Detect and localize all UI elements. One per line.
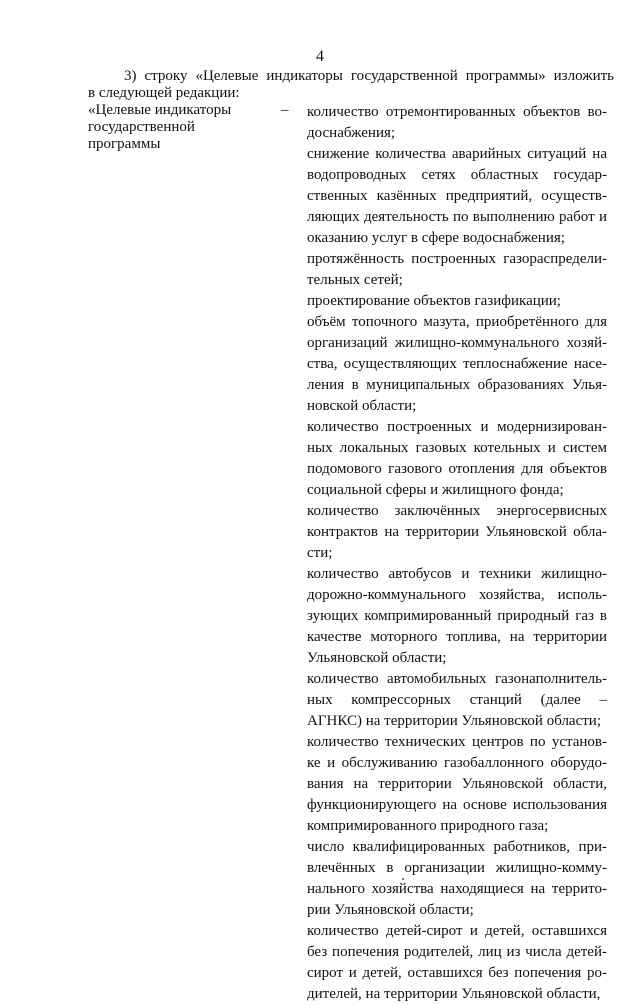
indicator-item-line: количество детей-сирот и детей, оставшихся — [307, 923, 607, 939]
indicator-item-line: сирот и детей, оставшихся без попечения ро- — [307, 965, 607, 981]
indicator-item-line: дителей, на территории Ульяновской области, — [307, 986, 601, 1002]
indicator-item-line: сти; — [307, 545, 333, 561]
page-number: 4 — [316, 48, 324, 65]
indicator-item — [307, 249, 607, 291]
intro-line-1: 3) строку «Целевые индикаторы государственной программы» изложить — [124, 68, 614, 84]
indicator-item-line: количество построенных и модернизирован- — [307, 419, 607, 435]
indicator-label — [88, 102, 258, 153]
indicator-label-line: программы — [88, 136, 161, 152]
indicator-item-line: рии Ульяновской области; — [307, 902, 474, 918]
indicator-item-line: АГНКС) на территории Ульяновской области; — [307, 713, 602, 729]
indicator-item-line: функционирующего на основе использования — [307, 797, 607, 813]
separator-dash: – — [281, 102, 289, 118]
indicator-item-line: количество автомобильных газонаполнитель- — [307, 671, 607, 687]
indicator-item — [307, 291, 607, 312]
indicator-item-line: доснабжения; — [307, 125, 396, 141]
indicator-item-line: ных локальных газовых котельных и систем — [307, 440, 607, 456]
indicator-item-line: оказанию услуг в сфере водоснабжения; — [307, 230, 565, 246]
indicator-item-line: зующих компримированный природный газ в — [307, 608, 607, 624]
indicator-item-line: подомового газового отопления для объектов — [307, 461, 607, 477]
indicator-item-line: количество автобусов и техники жилищно- — [307, 566, 607, 582]
indicator-item-line: снижение количества аварийных ситуаций на — [307, 146, 607, 162]
indicator-item — [307, 144, 607, 249]
indicator-item-line: контрактов на территории Ульяновской обла- — [307, 524, 607, 540]
indicator-item-line: нального хозяйства находящиеся на террито- — [307, 881, 607, 897]
indicator-item-line: количество отремонтированных объектов во- — [307, 104, 607, 120]
indicator-item-line: ляющих деятельность по выполнению работ и — [307, 209, 607, 225]
indicator-item-line: объём топочного мазута, приобретённого для — [307, 314, 607, 330]
indicator-item-line: новской области; — [307, 398, 417, 414]
indicator-item-line: вания на территории Ульяновской области, — [307, 776, 607, 792]
intro-line-2: в следующей редакции: — [88, 85, 240, 101]
scan-speck — [402, 878, 404, 880]
indicator-item-line: дорожно-коммунального хозяйства, исполь- — [307, 587, 607, 603]
indicator-item-line: количество технических центров по установ- — [307, 734, 607, 750]
indicator-label-line: «Целевые индикаторы — [88, 102, 232, 118]
indicator-item-line: ственных казённых предприятий, осуществ- — [307, 188, 607, 204]
indicator-item — [307, 501, 607, 564]
indicator-item-line: Ульяновской области; — [307, 650, 447, 666]
indicator-item-line: протяжённость построенных газораспредели- — [307, 251, 607, 267]
indicator-item-line: качестве моторного топлива, на территории — [307, 629, 607, 645]
indicator-item-line: ления в муниципальных образованиях Улья- — [307, 377, 607, 393]
indicator-item-line: количество заключённых энергосервисных — [307, 503, 607, 519]
indicator-list — [307, 102, 607, 1005]
indicator-item-line: без попечения родителей, лиц из числа детей- — [307, 944, 607, 960]
indicator-item — [307, 417, 607, 501]
indicator-item — [307, 312, 607, 417]
indicator-item-line: число квалифицированных работников, при- — [307, 839, 607, 855]
intro-paragraph — [88, 68, 614, 102]
indicator-item-line: ных компрессорных станций (далее – — [307, 692, 607, 708]
indicator-label-line: государственной — [88, 119, 195, 135]
indicator-item-line: организаций жилищно-коммунального хозяй- — [307, 335, 607, 351]
indicator-item-line: компримированного природного газа; — [307, 818, 549, 834]
indicator-item-line: влечённых в организации жилищно-комму- — [307, 860, 607, 876]
indicator-item-line: тельных сетей; — [307, 272, 403, 288]
indicator-item-line: проектирование объектов газификации; — [307, 293, 561, 309]
indicator-item-line: ства, осуществляющих теплоснабжение насе- — [307, 356, 607, 372]
indicator-item-line: ке и обслуживанию газобаллонного оборудо- — [307, 755, 607, 771]
indicator-item — [307, 837, 607, 921]
indicator-item — [307, 921, 607, 1005]
indicator-item — [307, 102, 607, 144]
indicator-item-line: социальной сферы и жилищного фонда; — [307, 482, 564, 498]
indicator-item-line: водопроводных сетях областных государ- — [307, 167, 607, 183]
indicator-item — [307, 669, 607, 732]
indicator-item — [307, 564, 607, 669]
indicator-item — [307, 732, 607, 837]
